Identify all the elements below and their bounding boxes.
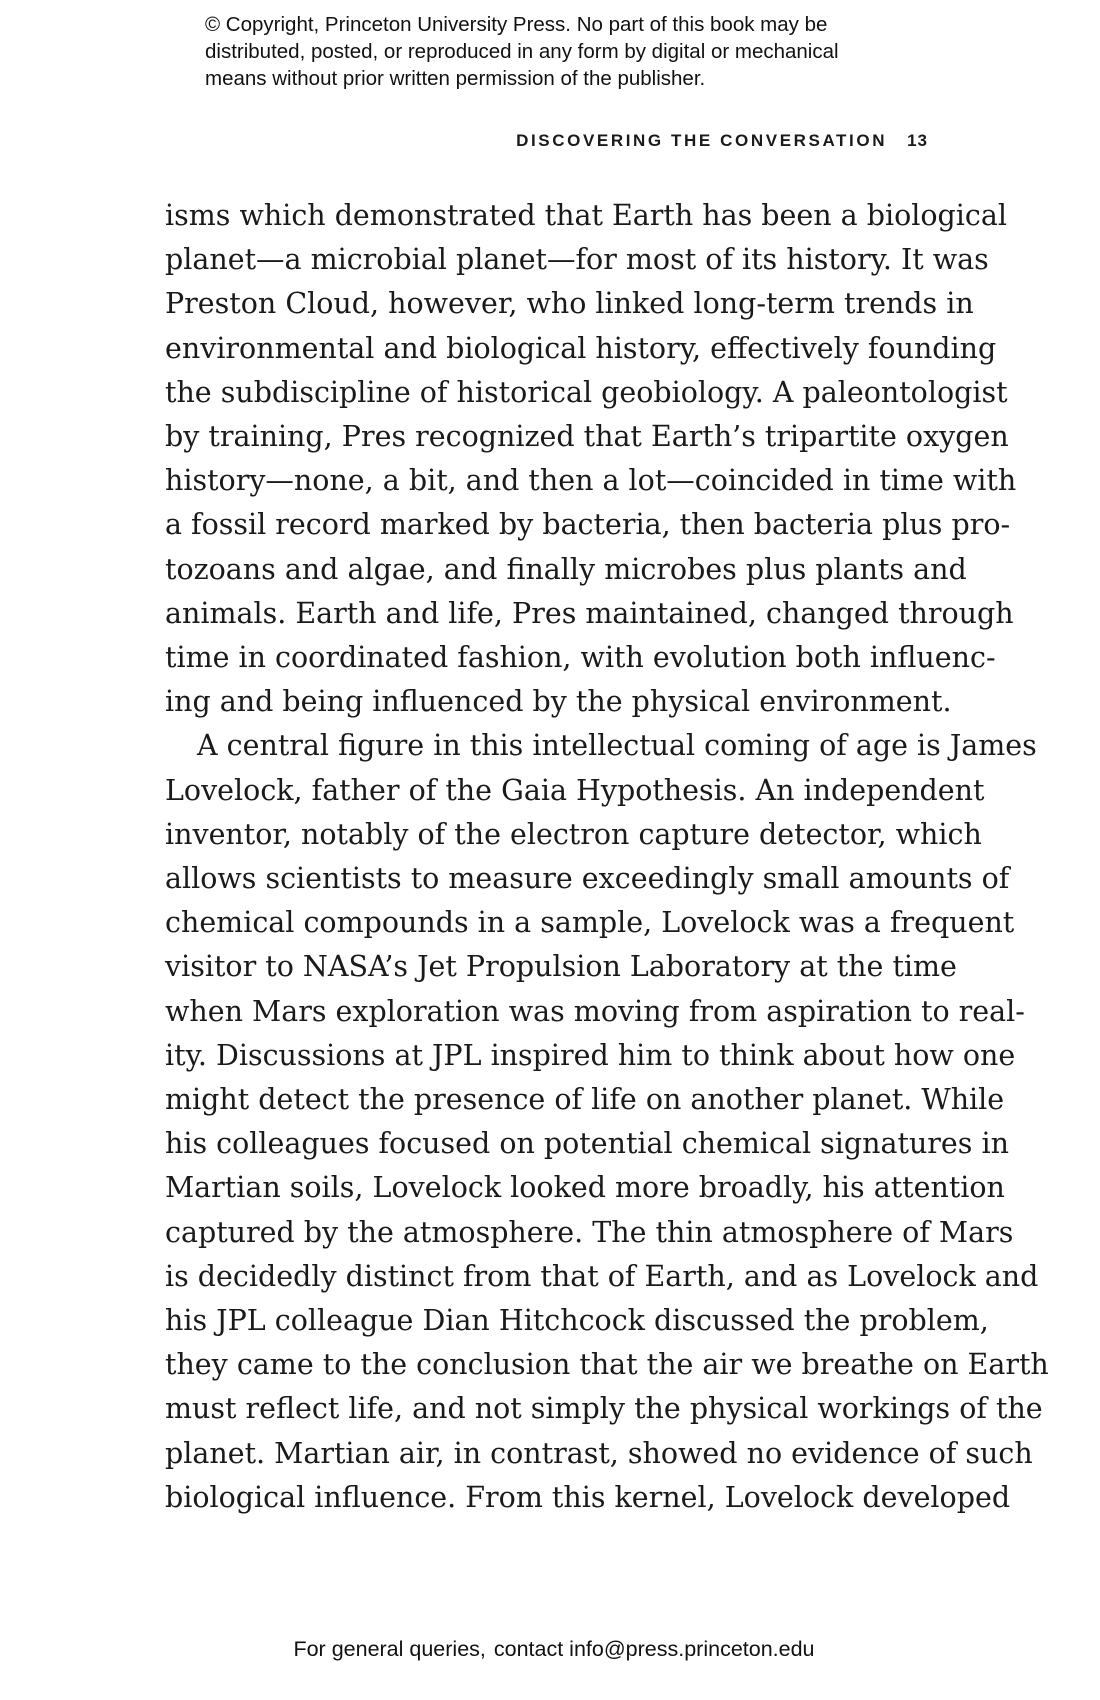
page-number: 13: [907, 131, 928, 150]
text-line: captured by the atmosphere. The thin atmosphere of Mars: [165, 1215, 1014, 1249]
text-line: planet. Martian air, in contrast, showed no evidence of such: [165, 1436, 1033, 1470]
text-line: Martian soils, Lovelock looked more broadly, his attention: [165, 1171, 1005, 1205]
text-line: planet—a microbial planet—for most of its history. It was: [165, 243, 989, 277]
footer-prefix: For general queries,: [293, 1637, 486, 1661]
text-line: must reflect life, and not simply the physical workings of the: [165, 1392, 1043, 1426]
text-line: his JPL colleague Dian Hitchcock discussed the problem,: [165, 1304, 989, 1338]
copyright-line: © Copyright, Princeton University Press. No part of this book may be: [205, 13, 828, 36]
chapter-title: DISCOVERING THE CONVERSATION: [516, 131, 888, 150]
copyright-notice: [205, 11, 925, 92]
text-line: time in coordinated fashion, with evolution both influenc-: [165, 641, 996, 675]
text-line: Lovelock, father of the Gaia Hypothesis. An independent: [165, 773, 985, 807]
paragraph-1: [165, 194, 1017, 724]
text-line: a fossil record marked by bacteria, then bacteria plus pro-: [165, 508, 1011, 542]
copyright-line: distributed, posted, or reproduced in any form by digital or mechanical: [205, 40, 839, 63]
text-line: his colleagues focused on potential chemical signatures in: [165, 1127, 1009, 1161]
text-line: by training, Pres recognized that Earth’s tripartite oxygen: [165, 420, 1009, 454]
text-line: is decidedly distinct from that of Earth, and as Lovelock and: [165, 1259, 1039, 1293]
text-line: history—none, a bit, and then a lot—coincided in time with: [165, 464, 1017, 498]
text-line: might detect the presence of life on another planet. While: [165, 1083, 1005, 1117]
text-line: ity. Discussions at JPL inspired him to think about how one: [165, 1038, 1016, 1072]
text-line: allows scientists to measure exceedingly small amounts of: [165, 862, 1010, 896]
text-line: tozoans and algae, and finally microbes plus plants and: [165, 552, 967, 586]
text-line: Preston Cloud, however, who linked long-term trends in: [165, 287, 974, 321]
text-line: animals. Earth and life, Pres maintained, changed through: [165, 596, 1014, 630]
text-line: visitor to NASA’s Jet Propulsion Laboratory at the time: [165, 950, 957, 984]
footer-email-link[interactable]: contact info@press.princeton.edu: [493, 1637, 815, 1661]
paragraph-2: [165, 724, 1049, 1520]
running-head: [380, 131, 928, 151]
text-line: A central figure in this intellectual coming of age is James: [197, 729, 1037, 763]
text-line: chemical compounds in a sample, Lovelock was a frequent: [165, 906, 1015, 940]
text-line: when Mars exploration was moving from aspiration to real-: [165, 994, 1025, 1028]
text-line: inventor, notably of the electron capture detector, which: [165, 817, 982, 851]
copyright-line: means without prior written permission of the publisher.: [205, 67, 706, 90]
body-text: [165, 194, 1049, 1520]
text-line: environmental and biological history, effectively founding: [165, 331, 997, 365]
text-line: biological influence. From this kernel, Lovelock developed: [165, 1480, 1011, 1514]
text-line: they came to the conclusion that the air we breathe on Earth: [165, 1348, 1049, 1382]
text-line: ing and being influenced by the physical environment.: [165, 685, 952, 719]
text-line: the subdiscipline of historical geobiology. A paleontologist: [165, 375, 1008, 409]
text-line: isms which demonstrated that Earth has been a biological: [165, 199, 1007, 232]
footer-contact: [0, 1637, 1100, 1662]
